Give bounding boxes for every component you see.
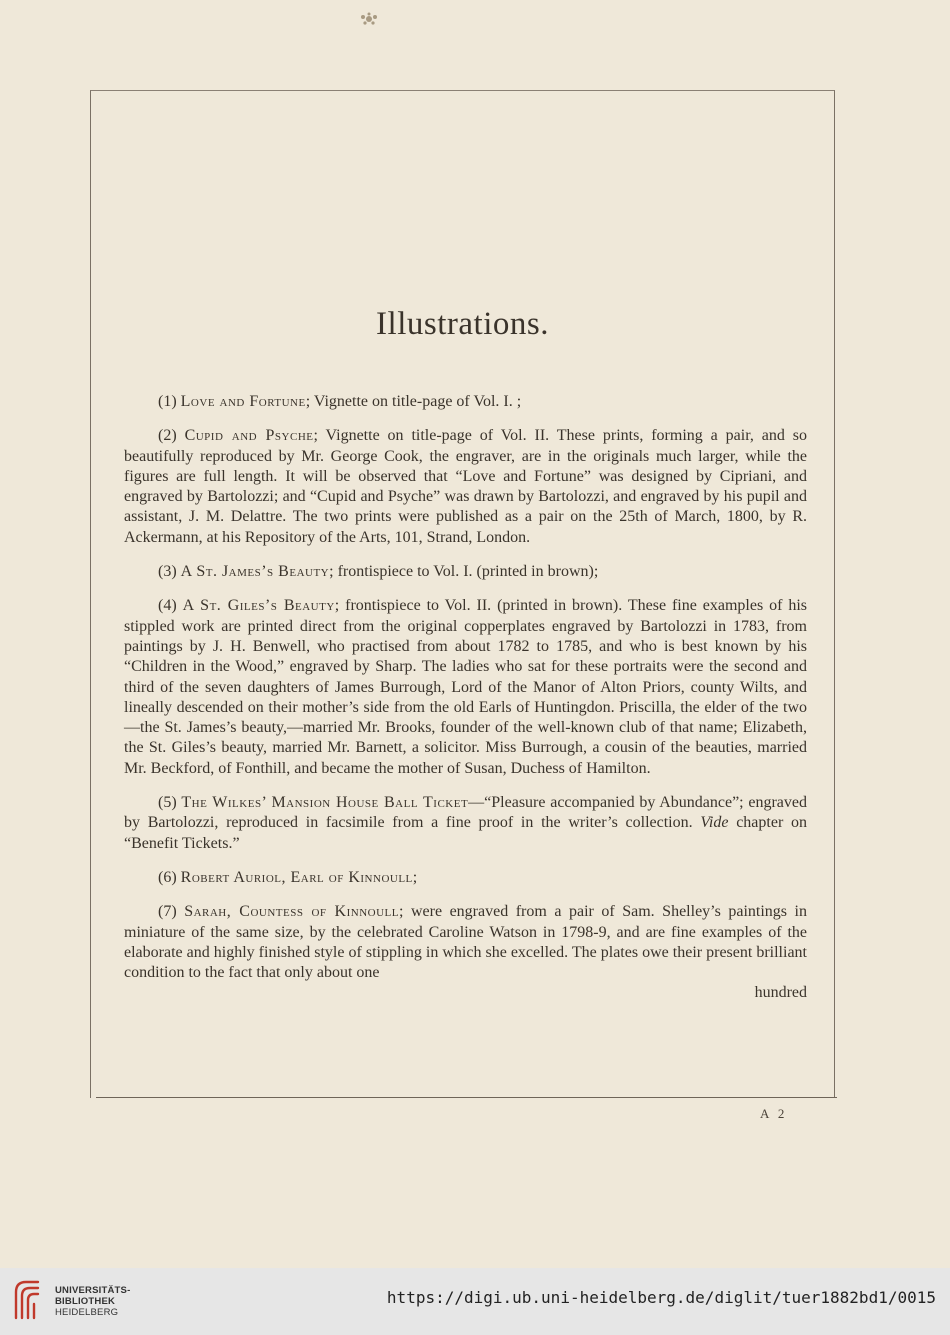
page-title: Illustrations. [376,306,549,342]
entry-text: ; frontispiece to Vol. II. (printed in brown). These fine examples of his stippled work are printed direct from the original copperplates engraved by Bartolozzi in 1783, from paintings by J. H. Benwell, who practised from about 1782 to 1785, and who is best known by his “Children in the Wood,” engraved by Sharp. The ladies who sat for these portraits were the second and third of the seven daughters of James Burrough, Lord of the Manor of Alton Priors, county Wilts, and lineally descended on their mother’s side from the old Earls of Huntingdon. Priscilla, the elder of the two —the St. James’s beauty,—married Mr. Brooks, founder of the well-known club of that name; Elizabeth, the St. Giles’s beauty, married Mr. Barnett, a solicitor. Miss Burrough, a cousin of the beauties, married Mr. Beckford, of Fonthill, and became the mother of Susan, Duchess of Hamilton. [124,597,808,777]
entry-text-tail: chapter on “Benefit Tickets.” [124,814,808,852]
entry-number: (1) [158,393,177,410]
entry-text: ; were engraved from a pair of Sam. Shelley’s paintings in miniature of the same size, by the celebrated Caroline Watson in 1798-9, and are fine examples of the elaborate and highly finished style of stippling in which she excelled. The plates owe their present brilliant condition to the fact that only about one [124,903,808,982]
list-item [124,868,807,888]
list-item [124,392,807,412]
entry-heading: Love and Fortune [180,393,306,410]
printer-ornament-icon [358,12,380,26]
entry-number: (7) [158,903,177,921]
entry-heading: The Wilkes’ Mansion House Ball Ticket [181,794,469,812]
entry-text: ; Vignette on title-page of Vol. I. ; [305,393,522,410]
entry-heading: A St. Giles’s Beauty [182,597,335,615]
entry-number: (6) [158,868,177,886]
entry-number: (5) [158,794,177,812]
list-item [124,426,807,548]
entry-text: ; [412,868,418,886]
library-logo-icon[interactable] [10,1278,44,1322]
entry-heading: Cupid and Psyche [184,427,314,445]
entry-text: —“Pleasure accompanied by Abundance”; engraved by Bartolozzi, reproduced in facsimile from a fine proof in the writer’s collection. [124,794,808,832]
entry-number: (2) [158,427,177,445]
list-item [124,596,807,779]
entry-heading: Sarah, Countess of Kinnoull [184,903,399,921]
entry-number: (4) [158,597,177,615]
entry-text-italic: Vide [700,814,729,832]
entry-heading: Robert Auriol, Earl of Kinnoull [180,868,413,886]
entry-number: (3) [158,563,177,581]
list-item [124,902,807,983]
catchword: hundred [754,984,807,1002]
entry-text: ; Vignette on title-page of Vol. II. These prints, forming a pair, and so beautifully reproduced by Mr. George Cook, the engraver, are in the originals much larger, while the figures are full length. It will be observed that “Love and Fortune” was designed by Cipriani, and engraved by Bartolozzi; and “Cupid and Psyche” was drawn by Bartolozzi, and engraved by his pupil and assistant, J. M. Delattre. The two prints were published as a pair on the 25th of March, 1800, by R. Ackermann, at his Repository of the Arts, 101, Strand, London. [124,427,808,546]
frame-bottom-rule [96,1097,837,1098]
library-name[interactable] [55,1285,130,1318]
library-line-3: HEIDELBERG [55,1307,119,1318]
permalink-url[interactable]: https://digi.ub.uni-heidelberg.de/diglit/tuer1882bd1/0015 [386,1288,936,1307]
signature-mark: A 2 [760,1106,788,1121]
illustrations-list [124,392,807,1020]
list-item [124,562,807,582]
library-line-1: UNIVERSITÄTS- [55,1285,131,1296]
entry-text: ; frontispiece to Vol. I. (printed in brown); [329,563,599,581]
viewer-footer [0,1268,950,1335]
library-line-2: BIBLIOTHEK [55,1296,116,1307]
list-item [124,793,807,854]
entry-heading: A St. James’s Beauty [180,563,330,581]
